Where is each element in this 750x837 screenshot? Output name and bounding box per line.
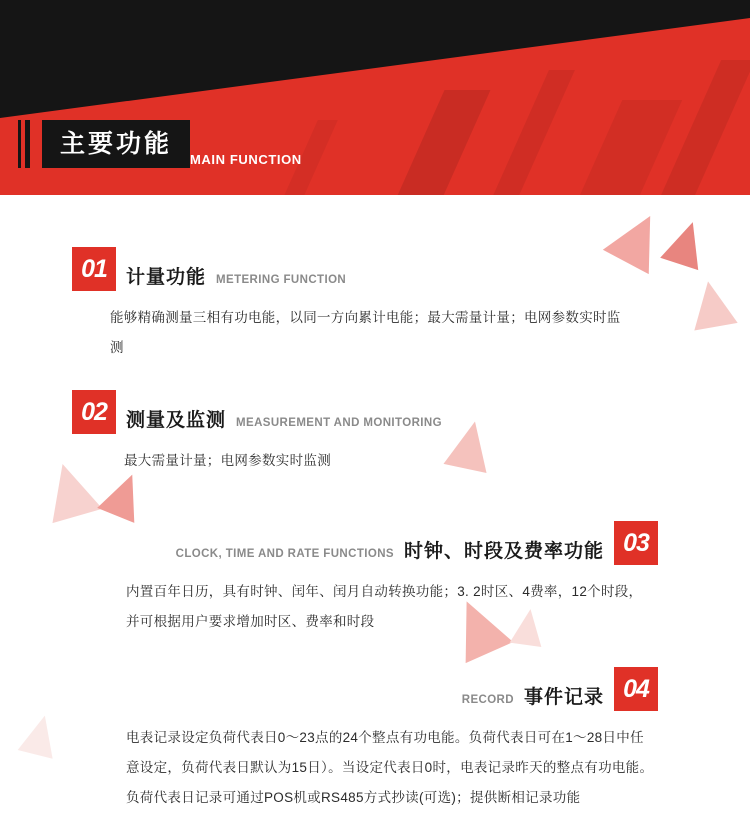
feature-header — [72, 247, 712, 291]
feature-list — [0, 195, 750, 837]
feature-title-cn: 计量功能 — [126, 267, 207, 288]
feature-title-cn: 事件记录 — [523, 687, 604, 708]
banner-streak — [659, 60, 750, 195]
banner-accent-bars — [18, 120, 30, 168]
feature-titles — [126, 262, 346, 291]
feature-number: 03 — [614, 521, 658, 565]
banner-title-box — [42, 120, 190, 168]
feature-description: 电表记录设定负荷代表日0～23点的24个整点有功电能。负荷代表日可在1～28日中任意设定，负荷代表日默认为15日）。当设定代表日0时，电表记录昨天的整点有功电能。负荷代表日记录可通过POS机或RS485方式抄读(可选)；提供断相记录功能 — [126, 730, 654, 805]
feature-number: 04 — [614, 667, 658, 711]
feature-titles — [126, 405, 442, 434]
feature-header — [38, 521, 658, 565]
feature-block-04 — [38, 667, 658, 813]
feature-header — [72, 390, 712, 434]
feature-title-en: METERING FUNCTION — [216, 274, 347, 286]
feature-title-en: CLOCK, TIME AND RATE FUNCTIONS — [175, 548, 394, 560]
feature-titles — [462, 682, 604, 711]
banner-streak — [396, 90, 491, 195]
feature-title-en: RECORD — [461, 694, 514, 706]
feature-description: 能够精确测量三相有功电能，以同一方向累计电能；最大需量计量；电网参数实时监测 — [110, 310, 621, 355]
feature-title-cn: 测量及监测 — [126, 410, 227, 431]
banner-title-cn: 主要功能 — [60, 129, 173, 158]
feature-block-02 — [72, 390, 712, 476]
banner-title-en: MAIN FUNCTION — [190, 152, 302, 167]
feature-number: 01 — [72, 247, 116, 291]
feature-description: 最大需量计量；电网参数实时监测 — [124, 453, 331, 468]
banner-streak — [491, 70, 575, 195]
feature-block-01 — [72, 247, 712, 363]
page-banner — [0, 0, 750, 195]
feature-block-03 — [38, 521, 658, 637]
feature-description: 内置百年日历，具有时钟、闰年、闰月自动转换功能；3. 2时区、4费率，12个时段，并可根据用户要求增加时区、费率和时段 — [126, 584, 643, 629]
feature-titles — [176, 536, 604, 565]
feature-title-cn: 时钟、时段及费率功能 — [403, 541, 604, 562]
feature-title-en: MEASUREMENT AND MONITORING — [236, 417, 442, 429]
feature-number: 02 — [72, 390, 116, 434]
feature-header — [38, 667, 658, 711]
